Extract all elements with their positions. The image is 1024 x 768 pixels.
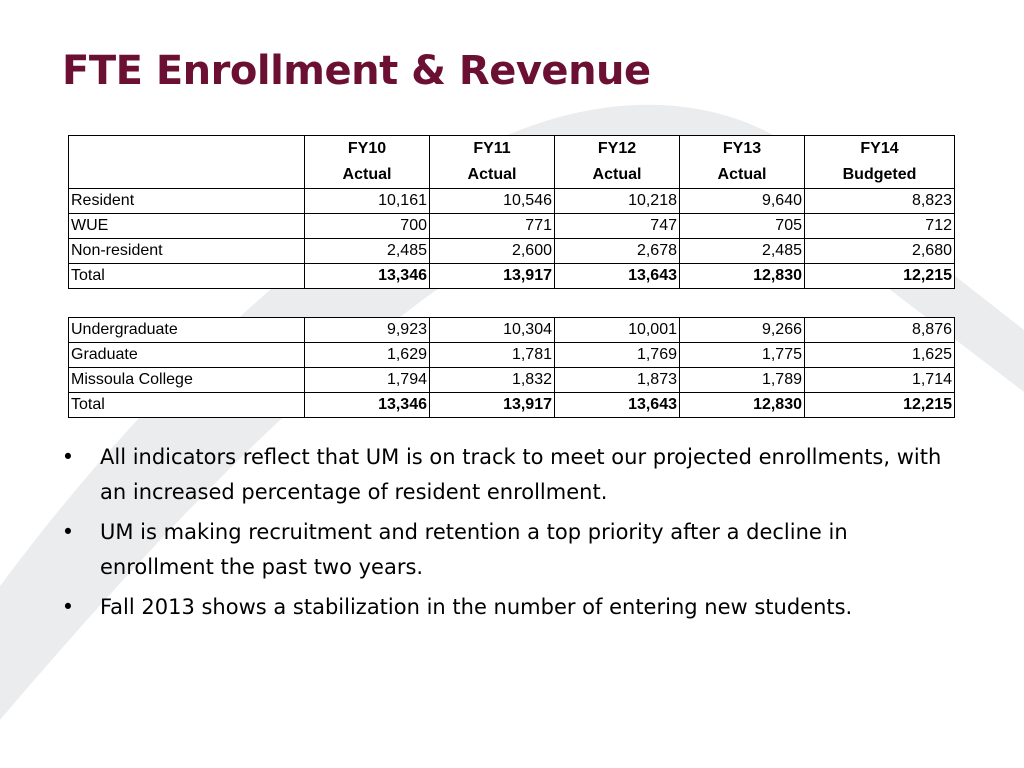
cell-value: 13,917 xyxy=(430,264,555,289)
enrollment-by-residency-table xyxy=(68,135,955,289)
cell-value: 705 xyxy=(680,214,805,239)
cell-value: 10,546 xyxy=(430,189,555,214)
column-header: FY13 Actual xyxy=(680,136,805,189)
cell-value: 1,794 xyxy=(305,368,430,393)
cell-value: 10,001 xyxy=(555,318,680,343)
cell-value: 13,643 xyxy=(555,393,680,418)
row-label: Non-resident xyxy=(69,239,305,264)
row-label: Resident xyxy=(69,189,305,214)
bullet-list xyxy=(58,440,958,630)
cell-value: 712 xyxy=(805,214,955,239)
cell-value: 1,832 xyxy=(430,368,555,393)
bullet-marker: • xyxy=(61,520,75,544)
bullet-marker: • xyxy=(61,445,75,469)
bullet-text: All indicators reflect that UM is on track to meet our projected enrollments, with an increased percentage of resident enrollment. xyxy=(100,445,942,504)
column-header: FY14 Budgeted xyxy=(805,136,955,189)
column-header: FY12 Actual xyxy=(555,136,680,189)
table-total-row xyxy=(69,264,955,289)
table-row xyxy=(69,214,955,239)
cell-value: 1,714 xyxy=(805,368,955,393)
row-label: Graduate xyxy=(69,343,305,368)
bullet-item xyxy=(58,590,958,625)
cell-value: 10,161 xyxy=(305,189,430,214)
table-row xyxy=(69,189,955,214)
cell-value: 771 xyxy=(430,214,555,239)
column-header: FY11 Actual xyxy=(430,136,555,189)
table-total-row xyxy=(69,393,955,418)
row-label: WUE xyxy=(69,214,305,239)
row-label: Undergraduate xyxy=(69,318,305,343)
cell-value: 9,923 xyxy=(305,318,430,343)
cell-value: 1,625 xyxy=(805,343,955,368)
table-row xyxy=(69,368,955,393)
bullet-marker: • xyxy=(61,595,75,619)
cell-value: 1,629 xyxy=(305,343,430,368)
cell-value: 1,781 xyxy=(430,343,555,368)
enrollment-by-level-table xyxy=(68,317,955,418)
cell-value: 12,215 xyxy=(805,264,955,289)
cell-value: 9,266 xyxy=(680,318,805,343)
bullet-item xyxy=(58,440,958,510)
table-row xyxy=(69,343,955,368)
cell-value: 8,876 xyxy=(805,318,955,343)
cell-value: 2,485 xyxy=(305,239,430,264)
bullet-item xyxy=(58,515,958,585)
cell-value: 2,485 xyxy=(680,239,805,264)
cell-value: 10,304 xyxy=(430,318,555,343)
column-header: FY10 Actual xyxy=(305,136,430,189)
cell-value: 13,917 xyxy=(430,393,555,418)
bullet-text: UM is making recruitment and retention a top priority after a decline in enrollment the past two years. xyxy=(100,520,848,579)
cell-value: 13,346 xyxy=(305,393,430,418)
table-row xyxy=(69,239,955,264)
header-blank-cell xyxy=(69,136,305,189)
row-label: Missoula College xyxy=(69,368,305,393)
cell-value: 2,678 xyxy=(555,239,680,264)
cell-value: 12,830 xyxy=(680,393,805,418)
cell-value: 12,215 xyxy=(805,393,955,418)
row-label: Total xyxy=(69,393,305,418)
cell-value: 1,789 xyxy=(680,368,805,393)
cell-value: 12,830 xyxy=(680,264,805,289)
cell-value: 2,680 xyxy=(805,239,955,264)
cell-value: 10,218 xyxy=(555,189,680,214)
cell-value: 1,873 xyxy=(555,368,680,393)
table-header-row xyxy=(69,136,955,189)
cell-value: 700 xyxy=(305,214,430,239)
cell-value: 2,600 xyxy=(430,239,555,264)
table-row xyxy=(69,318,955,343)
cell-value: 9,640 xyxy=(680,189,805,214)
cell-value: 747 xyxy=(555,214,680,239)
bullet-text: Fall 2013 shows a stabilization in the number of entering new students. xyxy=(100,595,853,619)
cell-value: 8,823 xyxy=(805,189,955,214)
cell-value: 13,346 xyxy=(305,264,430,289)
cell-value: 1,769 xyxy=(555,343,680,368)
slide-title: FTE Enrollment & Revenue xyxy=(62,48,651,94)
cell-value: 1,775 xyxy=(680,343,805,368)
cell-value: 13,643 xyxy=(555,264,680,289)
row-label: Total xyxy=(69,264,305,289)
